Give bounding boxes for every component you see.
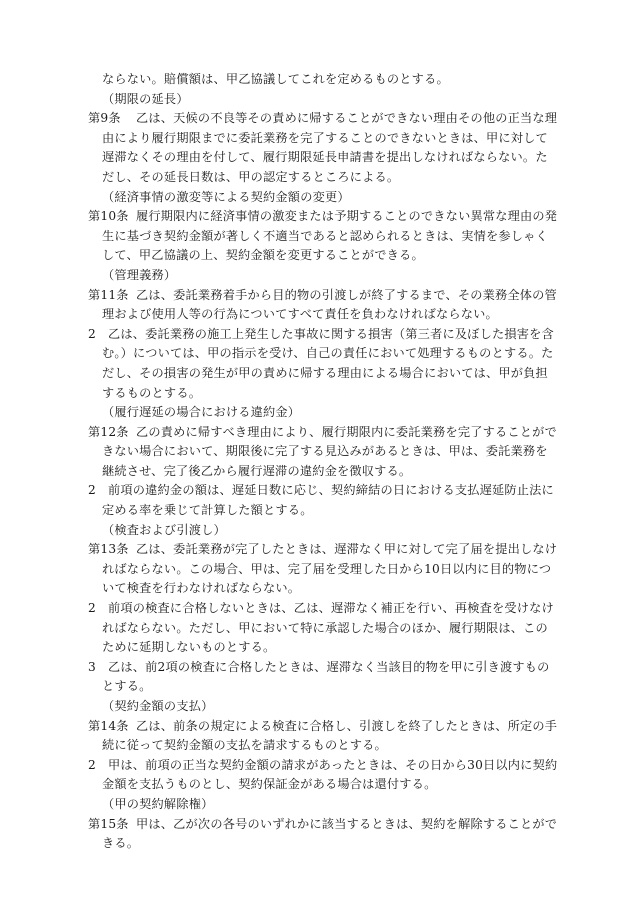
article-paragraph (88, 717, 558, 756)
article-number: 第11条 (88, 287, 129, 302)
article-text: 乙の責めに帰すべき理由により、履行期限内に委託業務を完了することができない場合において、期限後に完了する見込みがあるときは、甲は、委託業務を継続させ、完了後乙から履行遅滞の違約金を徴収する。 (102, 424, 557, 478)
article-paragraph (88, 207, 558, 266)
sub-item-paragraph (88, 756, 558, 795)
item-number: 2 (88, 601, 96, 616)
article-paragraph (88, 109, 558, 187)
article-text: 乙は、前条の規定による検査に合格し、引渡しを終了したときは、所定の手続に従って契約金額の支払を請求するものとする。 (102, 718, 558, 753)
item-text: 前項の違約金の額は、遅延日数に応じ、契約締結の日における支払遅延防止法に定める率を乗じて計算した額とする。 (102, 483, 554, 518)
article-heading: （甲の契約解除権） (102, 796, 214, 811)
article-heading: （期限の延長） (102, 91, 189, 106)
item-number: 3 (88, 659, 96, 674)
article-number: 第12条 (88, 424, 129, 439)
sub-item-paragraph (88, 325, 558, 403)
item-number: 2 (88, 326, 96, 341)
article-paragraph (88, 815, 558, 854)
article-number: 第10条 (88, 209, 129, 224)
item-text: 甲は、前項の正当な契約金額の請求があったときは、その日から30日以内に契約金額を支払うものとし、契約保証金がある場合は還付する。 (102, 757, 558, 792)
item-text: 前項の検査に合格しないときは、乙は、遅滞なく補正を行い、再検査を受けなければならない。ただし、甲において特に承認した場合のほか、履行期限は、このために延期しないものとする。 (102, 601, 554, 655)
item-number: 2 (88, 757, 96, 772)
item-text: 乙は、委託業務の施工上発生した事故に関する損害（第三者に及ぼした損害を含む。）については、甲の指示を受け、自己の責任において処理するものとする。ただし、その損害の発生が甲の責めに帰する理由による場合においては、甲が負担するものとする。 (102, 326, 554, 400)
sub-item-paragraph (88, 599, 558, 658)
continued-paragraph (88, 70, 558, 90)
article-text: 甲は、乙が次の各号のいずれかに該当するときは、契約を解除することができる。 (102, 816, 558, 851)
article-text: 履行期限内に経済事情の激変または予期することのできない異常な理由の発生に基づき契約金額が著しく不適当であると認められるときは、実情を参しゃくして、甲乙協議の上、契約金額を変更することができる。 (102, 209, 558, 263)
article-text: 乙は、委託業務着手から目的物の引渡しが終了するまで、その業務全体の管理および使用人等の行為についてすべて責任を負わなければならない。 (102, 287, 557, 322)
sub-item-paragraph (88, 481, 558, 520)
article-paragraph (88, 540, 558, 599)
article-text: 乙は、天候の不良等その責めに帰することができない理由その他の正当な理由により履行期限までに委託業務を完了することのできないときは、甲に対して遅滞なくその理由を付して、履行期限延長申請書を提出しなければならない。ただし、その延長日数は、甲の認定するところによる。 (102, 111, 558, 184)
paragraph-text: ならない。賠償額は、甲乙協議してこれを定めるものとする。 (102, 72, 449, 86)
article-number: 第13条 (88, 542, 129, 557)
article-text: 乙は、委託業務が完了したときは、遅滞なく甲に対して完了届を提出しなければならない。この場合、甲は、完了届を受理した日から10日以内に目的物について検査を行わなければならない。 (102, 542, 558, 596)
article-number: 第14条 (88, 718, 129, 733)
article-paragraph (88, 423, 558, 482)
article-heading: （契約金額の支払） (102, 699, 214, 713)
article-heading: （経済事情の激変等による契約金額の変更） (102, 189, 350, 204)
item-number: 2 (88, 483, 96, 498)
article-number: 第15条 (88, 816, 129, 831)
article-heading: （管理義務） (102, 267, 177, 282)
item-text: 乙は、前2項の検査に合格したときは、遅滞なく当該目的物を甲に引き渡すものとする。 (102, 659, 550, 694)
contract-text (88, 70, 558, 854)
article-heading: （検査および引渡し） (102, 522, 226, 537)
sub-item-paragraph (88, 658, 558, 697)
article-paragraph (88, 286, 558, 325)
article-heading: （履行遅延の場合における違約金） (102, 405, 301, 420)
article-number: 第9条 (88, 111, 121, 126)
